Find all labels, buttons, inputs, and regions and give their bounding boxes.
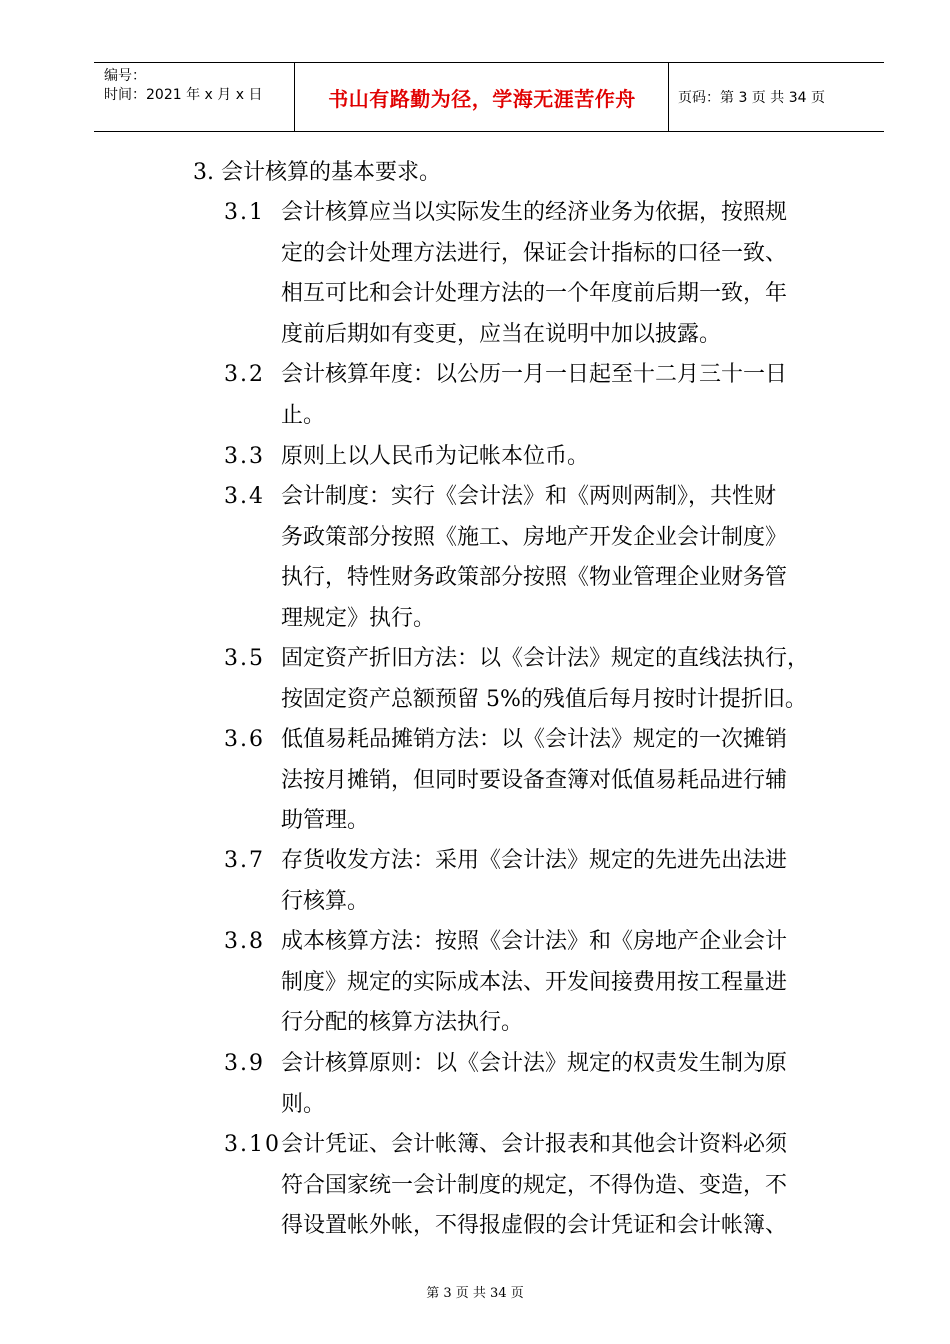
item-text-line: 会计制度：实行《会计法》和《两则两制》，共性财 [281,484,777,509]
header-divider [294,63,295,131]
item-text-line: 制度》规定的实际成本法、开发间接费用按工程量进 [281,970,788,995]
item-text-line: 会计核算原则：以《会计法》规定的权责发生制为原 [281,1051,788,1076]
item-text-line: 相互可比和会计处理方法的一个年度前后期一致，年 [281,281,788,306]
item-text-line: 法按月摊销，但同时要设备查簿对低值易耗品进行辅 [281,768,788,793]
item-number: 3.7 [224,848,265,873]
item-text-line: 则。 [281,1092,326,1117]
item-text-line: 理规定》执行。 [281,606,436,631]
item-text-line: 会计凭证、会计帐簿、会计报表和其他会计资料必须 [281,1132,788,1157]
item-number: 3.10 [224,1132,281,1157]
item-text-line: 行核算。 [281,889,370,914]
item-number: 3.6 [224,727,265,752]
item-text-line: 原则上以人民币为记帐本位币。 [281,444,590,469]
item-text-line: 存货收发方法：采用《会计法》规定的先进先出法进 [281,848,788,873]
number-label: 编号： [104,68,146,84]
header-motto: 书山有路勤为径，学海无涯苦作舟 [328,86,636,111]
header-meta [104,67,262,105]
item-number: 3.3 [224,444,265,469]
page-footer: 第 3 页 共 34 页 [426,1286,524,1301]
item-number: 3.2 [224,362,265,387]
item-text-line: 务政策部分按照《施工、房地产开发企业会计制度》 [281,525,788,550]
header-divider [668,63,669,131]
item-text-line: 会计核算年度：以公历一月一日起至十二月三十一日 [281,362,788,387]
time-label: 时间：2021 年 x 月 x 日 [104,87,263,103]
section-heading: 3. 会计核算的基本要求。 [193,160,441,185]
item-number: 3.8 [224,929,265,954]
item-text-line: 助管理。 [281,808,370,833]
item-text-line: 固定资产折旧方法：以《会计法》规定的直线法执行， [281,646,810,671]
item-text-line: 低值易耗品摊销方法：以《会计法》规定的一次摊销 [281,727,788,752]
item-text-line: 止。 [281,403,326,428]
header-page-info: 页码：第 3 页 共 34 页 [678,90,825,106]
item-text-line: 行分配的核算方法执行。 [281,1010,524,1035]
page-header [94,62,884,132]
item-text-line: 会计核算应当以实际发生的经济业务为依据，按照规 [281,200,788,225]
item-text-line: 定的会计处理方法进行，保证会计指标的口径一致、 [281,241,788,266]
item-text-line: 度前后期如有变更，应当在说明中加以披露。 [281,322,722,347]
item-text-line: 按固定资产总额预留 5%的残值后每月按时计提折旧。 [281,687,807,712]
item-number: 3.4 [224,484,265,509]
item-text-line: 执行，特性财务政策部分按照《物业管理企业财务管 [281,565,788,590]
item-number: 3.9 [224,1051,265,1076]
item-text-line: 符合国家统一会计制度的规定，不得伪造、变造，不 [281,1173,788,1198]
item-text-line: 成本核算方法：按照《会计法》和《房地产企业会计 [281,929,788,954]
item-text-line: 得设置帐外帐，不得报虚假的会计凭证和会计帐簿、 [281,1213,788,1238]
item-number: 3.1 [224,200,265,225]
item-number: 3.5 [224,646,265,671]
